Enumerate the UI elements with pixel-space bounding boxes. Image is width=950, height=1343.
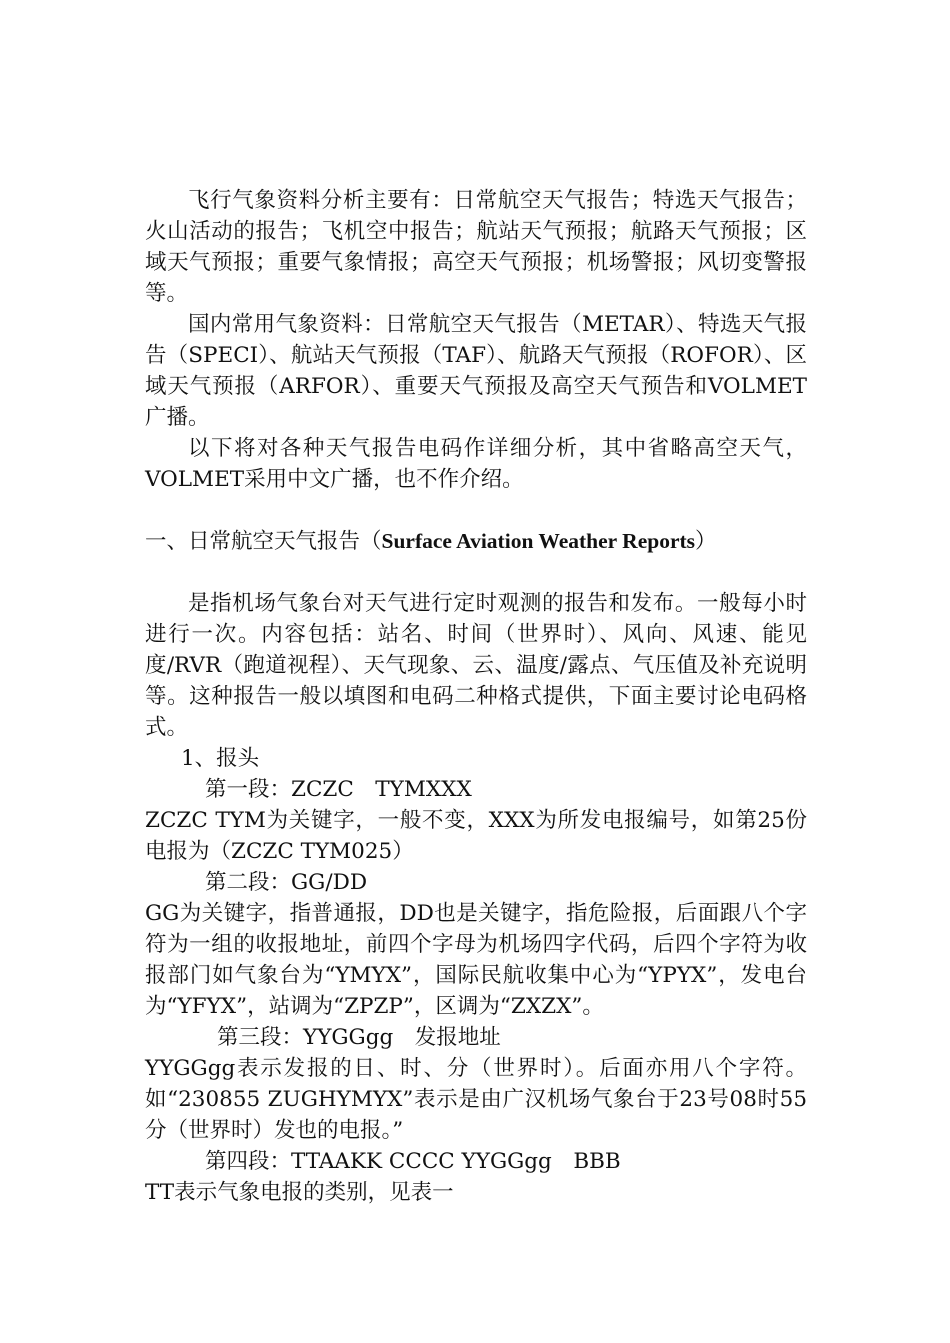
item-header-title: 1、报头 bbox=[181, 746, 260, 771]
segment1-title: 第一段：ZCZC TYMXXX bbox=[205, 777, 472, 802]
document-page bbox=[145, 185, 807, 1208]
section-heading bbox=[145, 526, 807, 557]
section-heading-english: Surface Aviation Weather Reports bbox=[381, 529, 696, 553]
segment2-description: GG为关键字，指普通报，DD也是关键字，指危险报，后面跟八个字符为一组的收报地址，前四个字母为机场四字代码，后四个字符为收报部门如气象台为“YMYX”，国际民航收集中心为“YPYX”，发电台为“YFYX”，站调为“ZPZP”，区调为“ZXZX”。 bbox=[145, 901, 807, 1019]
segment3-title: 第三段：YYGGgg 发报地址 bbox=[217, 1025, 501, 1050]
segment1-description: ZCZC TYM为关键字，一般不变，XXX为所发电报编号，如第25份电报为（ZCZC TYM025） bbox=[145, 808, 807, 864]
segment4-description: TT表示气象电报的类别，见表一 bbox=[145, 1180, 454, 1205]
section-intro: 是指机场气象台对天气进行定时观测的报告和发布。一般每小时进行一次。内容包括：站名、时间（世界时）、风向、风速、能见度/RVR（跑道视程）、天气现象、云、温度/露点、气压值及补充说明等。这种报告一般以填图和电码二种格式提供，下面主要讨论电码格式。 bbox=[145, 591, 807, 740]
paragraph-domestic-data: 国内常用气象资料：日常航空天气报告（METAR）、特选天气报告（SPECI）、航站天气预报（TAF）、航路天气预报（ROFOR）、区域天气预报（ARFOR）、重要天气预报及高空天气预告和VOLMET广播。 bbox=[145, 312, 807, 430]
segment3-description: YYGGgg表示发报的日、时、分（世界时）。后面亦用八个字符。如“230855 ZUGHYMYX”表示是由广汉机场气象台于23号08时55分（世界时）发也的电报。” bbox=[145, 1056, 807, 1143]
segment4-title: 第四段：TTAAKK CCCC YYGGgg BBB bbox=[205, 1149, 621, 1174]
segment2-title: 第二段：GG/DD bbox=[205, 870, 368, 895]
paragraph-scope: 以下将对各种天气报告电码作详细分析，其中省略高空天气，VOLMET采用中文广播，也不作介绍。 bbox=[145, 436, 807, 492]
section-heading-prefix: 一、日常航空天气报告（ bbox=[145, 529, 382, 554]
section-heading-suffix: ） bbox=[695, 529, 717, 554]
paragraph-overview: 飞行气象资料分析主要有：日常航空天气报告；特选天气报告；火山活动的报告；飞机空中报告；航站天气预报；航路天气预报；区域天气预报；重要气象情报；高空天气预报；机场警报；风切变警报等。 bbox=[145, 188, 807, 306]
